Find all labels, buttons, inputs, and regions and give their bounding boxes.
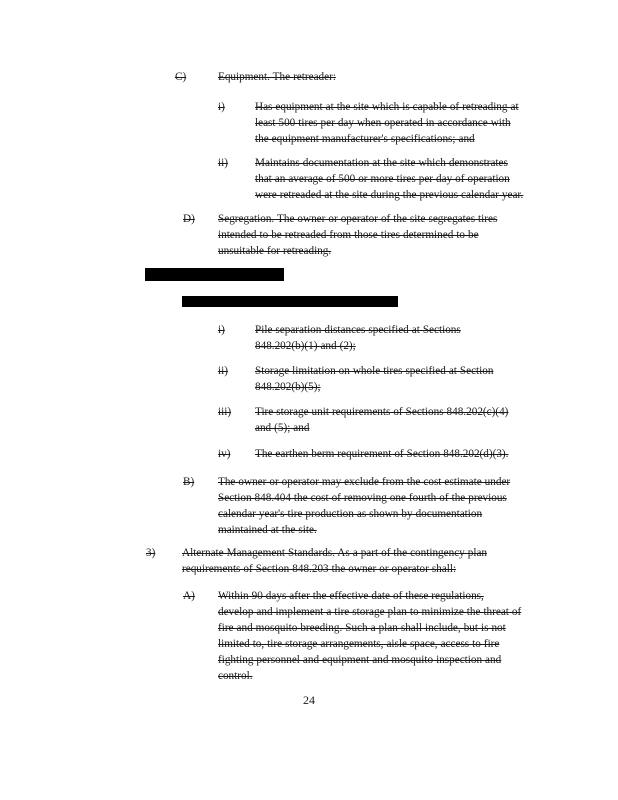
text-line: Pile separation distances specified at Sections [255, 324, 461, 336]
item-label: D) [183, 213, 195, 225]
text-line: Tire storage unit requirements of Sections 848.202(c)(4) [255, 406, 509, 418]
page-number: 24 [303, 693, 315, 707]
text-line: maintained at the site. [218, 524, 317, 536]
redaction-bar [145, 268, 284, 281]
text-line: were retreaded at the site during the previous calendar year. [255, 189, 524, 201]
item-label: i) [218, 101, 225, 113]
text-line: intended to be retreaded from those tires determined to be [218, 229, 479, 241]
text-line: The owner or operator may exclude from the cost estimate under [218, 476, 511, 488]
text-line: fighting personnel and equipment and mosquito inspection and [218, 654, 502, 666]
text-line: Equipment. The retreader: [218, 71, 336, 83]
text-line: the equipment manufacturer's specifications; and [255, 133, 475, 145]
text-line: least 500 tires per day when operated in accordance with [255, 117, 511, 129]
text-line: Section 848.404 the cost of removing one fourth of the previous [218, 492, 507, 504]
item-label: iii) [218, 406, 232, 418]
text-line: Alternate Management Standards. As a part of the contingency plan [182, 547, 488, 559]
text-line: control. [218, 670, 253, 682]
text-line: fire and mosquito breeding. Such a plan shall include, but is not [218, 622, 506, 634]
item-label: ii) [218, 365, 228, 377]
item-text [255, 446, 508, 462]
text-line: and (5); and [255, 422, 310, 434]
item-label: 3) [146, 547, 156, 559]
text-line: 848.202(b)(5); [255, 381, 321, 393]
text-line: Storage limitation on whole tires specified at Section [255, 365, 494, 377]
item-text [255, 363, 493, 395]
item-text [255, 99, 519, 147]
item-label: i) [218, 324, 225, 336]
text-line: calendar year's tire production as shown by documentation [218, 508, 483, 520]
text-line: unsuitable for retreading. [218, 245, 332, 257]
item-text [218, 69, 336, 85]
item-text [255, 404, 508, 436]
text-line: Maintains documentation at the site which demonstrates [255, 157, 508, 169]
item-text [218, 588, 521, 684]
text-line: The earthen berm requirement of Section 848.202(d)(3). [255, 448, 509, 460]
text-line: limited to, tire storage arrangements, aisle space, access to fire [218, 638, 500, 650]
text-line: that an average of 500 or more tires per day of operation [255, 173, 510, 185]
redaction-bar [182, 296, 398, 307]
item-text [218, 211, 497, 259]
text-line: requirements of Section 848.203 the owner or operator shall: [182, 563, 457, 575]
item-text [182, 545, 487, 577]
item-text [218, 474, 510, 538]
text-line: Has equipment at the site which is capable of retreading at [255, 101, 519, 113]
text-line: Within 90 days after the effective date of these regulations, [218, 590, 484, 602]
text-line: Segregation. The owner or operator of the site segregates tires [218, 213, 498, 225]
item-text [255, 322, 461, 354]
text-line: 848.202(b)(1) and (2); [255, 340, 356, 352]
item-label: ii) [218, 157, 228, 169]
item-label: iv) [218, 448, 231, 460]
item-label: B) [183, 476, 195, 488]
item-text [255, 155, 523, 203]
item-label: C) [175, 71, 187, 83]
item-label: A) [183, 590, 195, 602]
text-line: develop and implement a tire storage plan to minimize the threat of [218, 606, 522, 618]
